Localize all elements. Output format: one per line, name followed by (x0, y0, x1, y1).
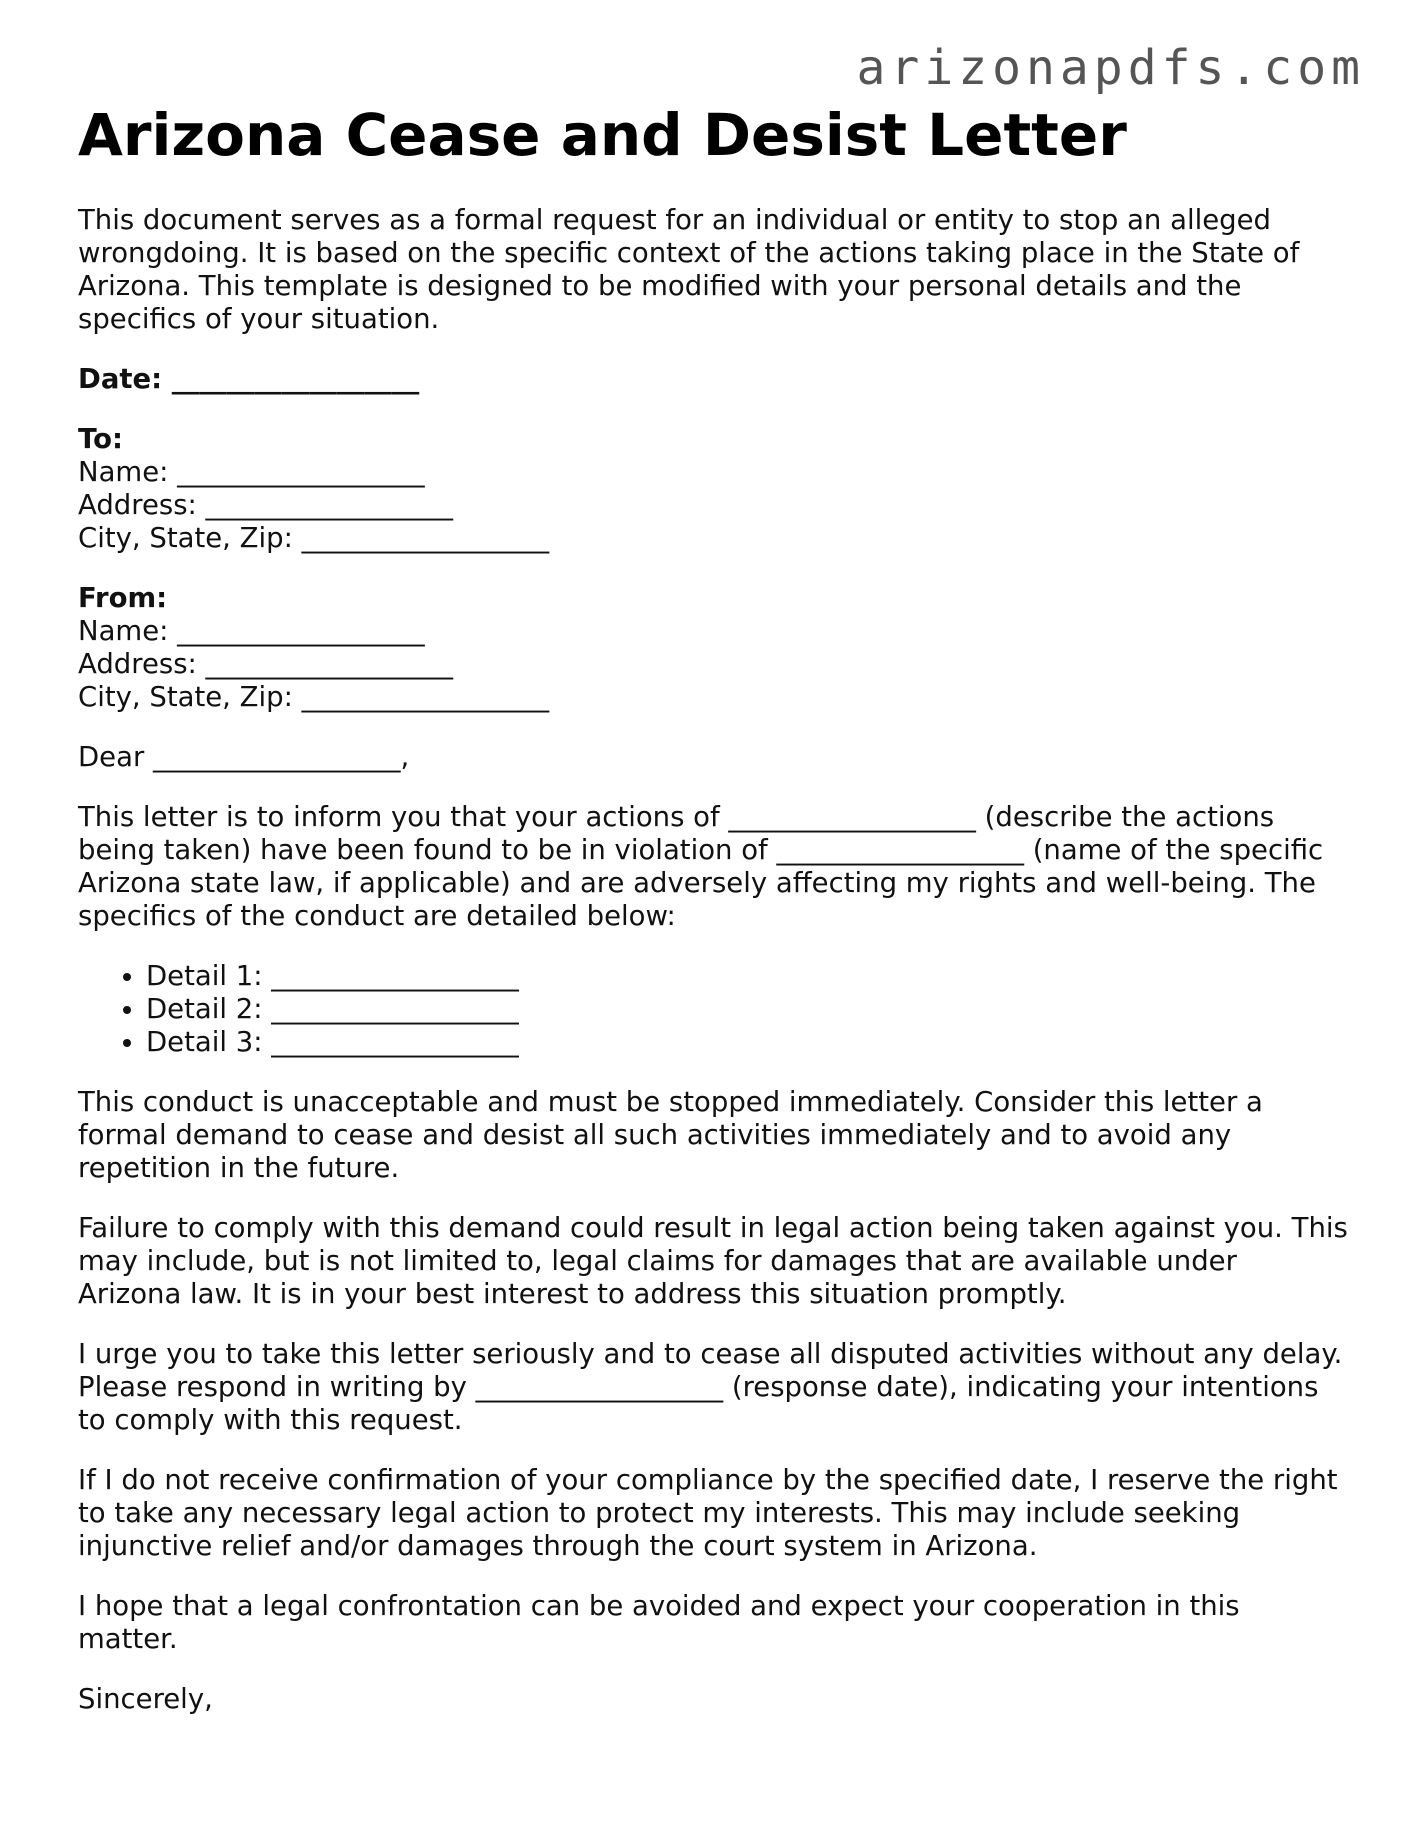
sender-block (78, 582, 1348, 714)
cooperation-paragraph: I hope that a legal confrontation can be avoided and expect your cooperation in this matter. (78, 1590, 1240, 1655)
recipient-block (78, 423, 1348, 555)
response-paragraph: I urge you to take this letter seriously and to cease all disputed activities without any delay. Please respond in writing by __________________ (response date), indicating your intentions to comply with this request. (78, 1338, 1343, 1436)
page-title: Arizona Cease and Desist Letter (78, 101, 1127, 169)
intro-paragraph: This document serves as a formal request for an individual or entity to stop an alleged wrongdoing. It is based on the specific context of the actions taking place in the State of Arizona. This template is designed to be modified with your personal details and the specifics of your situation. (78, 204, 1300, 335)
recipient-city-field: City, State, Zip: __________________ (78, 522, 550, 554)
recipient-name-field: Name: __________________ (78, 456, 425, 488)
body-intro-paragraph: This letter is to inform you that your actions of __________________ (describe the actions being taken) have been found to be in violation of __________________ (name of the specific Arizona state law, if applicable) and are adversely affecting my rights and well-being. The specifics of the conduct are detailed below: (78, 801, 1324, 932)
site-watermark: arizonapdfs.com (856, 40, 1365, 96)
reservation-paragraph: If I do not receive confirmation of your compliance by the specified date, I reserve the right to take any necessary legal action to protect my interests. This may include seeking injunctive relief and/or damages through the court system in Arizona. (78, 1464, 1338, 1562)
list-item: • Detail 3: __________________ (146, 1026, 1348, 1059)
conduct-paragraph: This conduct is unacceptable and must be stopped immediately. Consider this letter a formal demand to cease and desist all such activities immediately and to avoid any repetition in the future. (78, 1086, 1263, 1184)
recipient-heading: To: (78, 423, 123, 455)
document-page (78, 100, 1348, 1716)
sender-heading: From: (78, 582, 168, 614)
details-list (78, 960, 1348, 1059)
sender-city-field: City, State, Zip: __________________ (78, 681, 550, 713)
closing: Sincerely, (78, 1683, 213, 1715)
date-field: Date: __________________ (78, 363, 420, 395)
sender-address-field: Address: __________________ (78, 648, 454, 680)
list-item: • Detail 2: __________________ (146, 993, 1348, 1026)
salutation: Dear __________________, (78, 741, 410, 773)
recipient-address-field: Address: __________________ (78, 489, 454, 521)
consequences-paragraph: Failure to comply with this demand could result in legal action being taken against you. This may include, but is not limited to, legal claims for damages that are available under Arizona law. It is in your best interest to address this situation promptly. (78, 1212, 1348, 1310)
sender-name-field: Name: __________________ (78, 615, 425, 647)
list-item: • Detail 1: __________________ (146, 960, 1348, 993)
